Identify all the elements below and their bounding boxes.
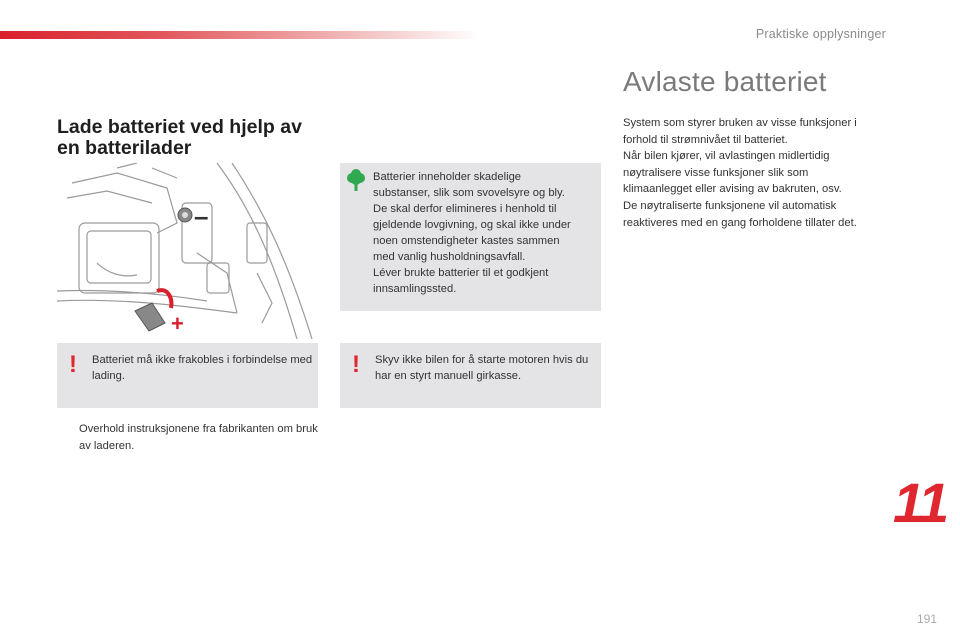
battery-charging-illustration [57, 163, 318, 339]
right-heading: Avlaste batteriet [623, 66, 827, 97]
instruction-text: Overhold instruksjonene fra fabrikanten om bruk av laderen. [79, 423, 318, 452]
warning-box-push-start [340, 343, 601, 408]
exclamation-icon: ! [352, 351, 360, 378]
engine-bay-drawing [57, 163, 318, 339]
warning-text-disconnect: Batteriet må ikke frakobles i forbindelse med lading. [92, 354, 313, 382]
recycle-note-text: Batterier inneholder skadelige substanser, slik som svovelsyre og bly. De skal derfor elimineres i henhold til gjeldende lovgivning, og skal ikke under noen omstendigheter kastes sammen med vanlig husholdningsavfall. Léver brukte batterier til et godkjent innsamlingssted. [373, 171, 571, 295]
section-title: Praktiske opplysninger [755, 27, 886, 41]
recycle-note-box [340, 163, 601, 311]
minus-sign: – [194, 201, 209, 231]
chapter-number: 11 [893, 471, 948, 534]
warning-text-push-start: Skyv ikke bilen for å starte motoren hvis du har en styrt manuell girkasse. [375, 354, 589, 382]
left-heading: Lade batteriet ved hjelp av en batterilader [57, 116, 302, 159]
warning-box-disconnect [57, 343, 318, 408]
header-accent-bar [0, 31, 480, 39]
right-paragraph: System som styrer bruken av visse funksjoner i forhold til strømnivået til batteriet. Når bilen kjører, vil avlastingen midlertidig nøytralisere visse funksjoner slik som klimaanlegget eller avising av bakruten, osv. De nøytraliserte funksjonene vil automatisk reaktiveres med en gang forholdene tillater det. [623, 117, 857, 229]
exclamation-icon: ! [69, 351, 77, 378]
tree-icon [346, 169, 366, 193]
plus-sign: + [171, 311, 184, 336]
page-number: 191 [916, 612, 937, 626]
